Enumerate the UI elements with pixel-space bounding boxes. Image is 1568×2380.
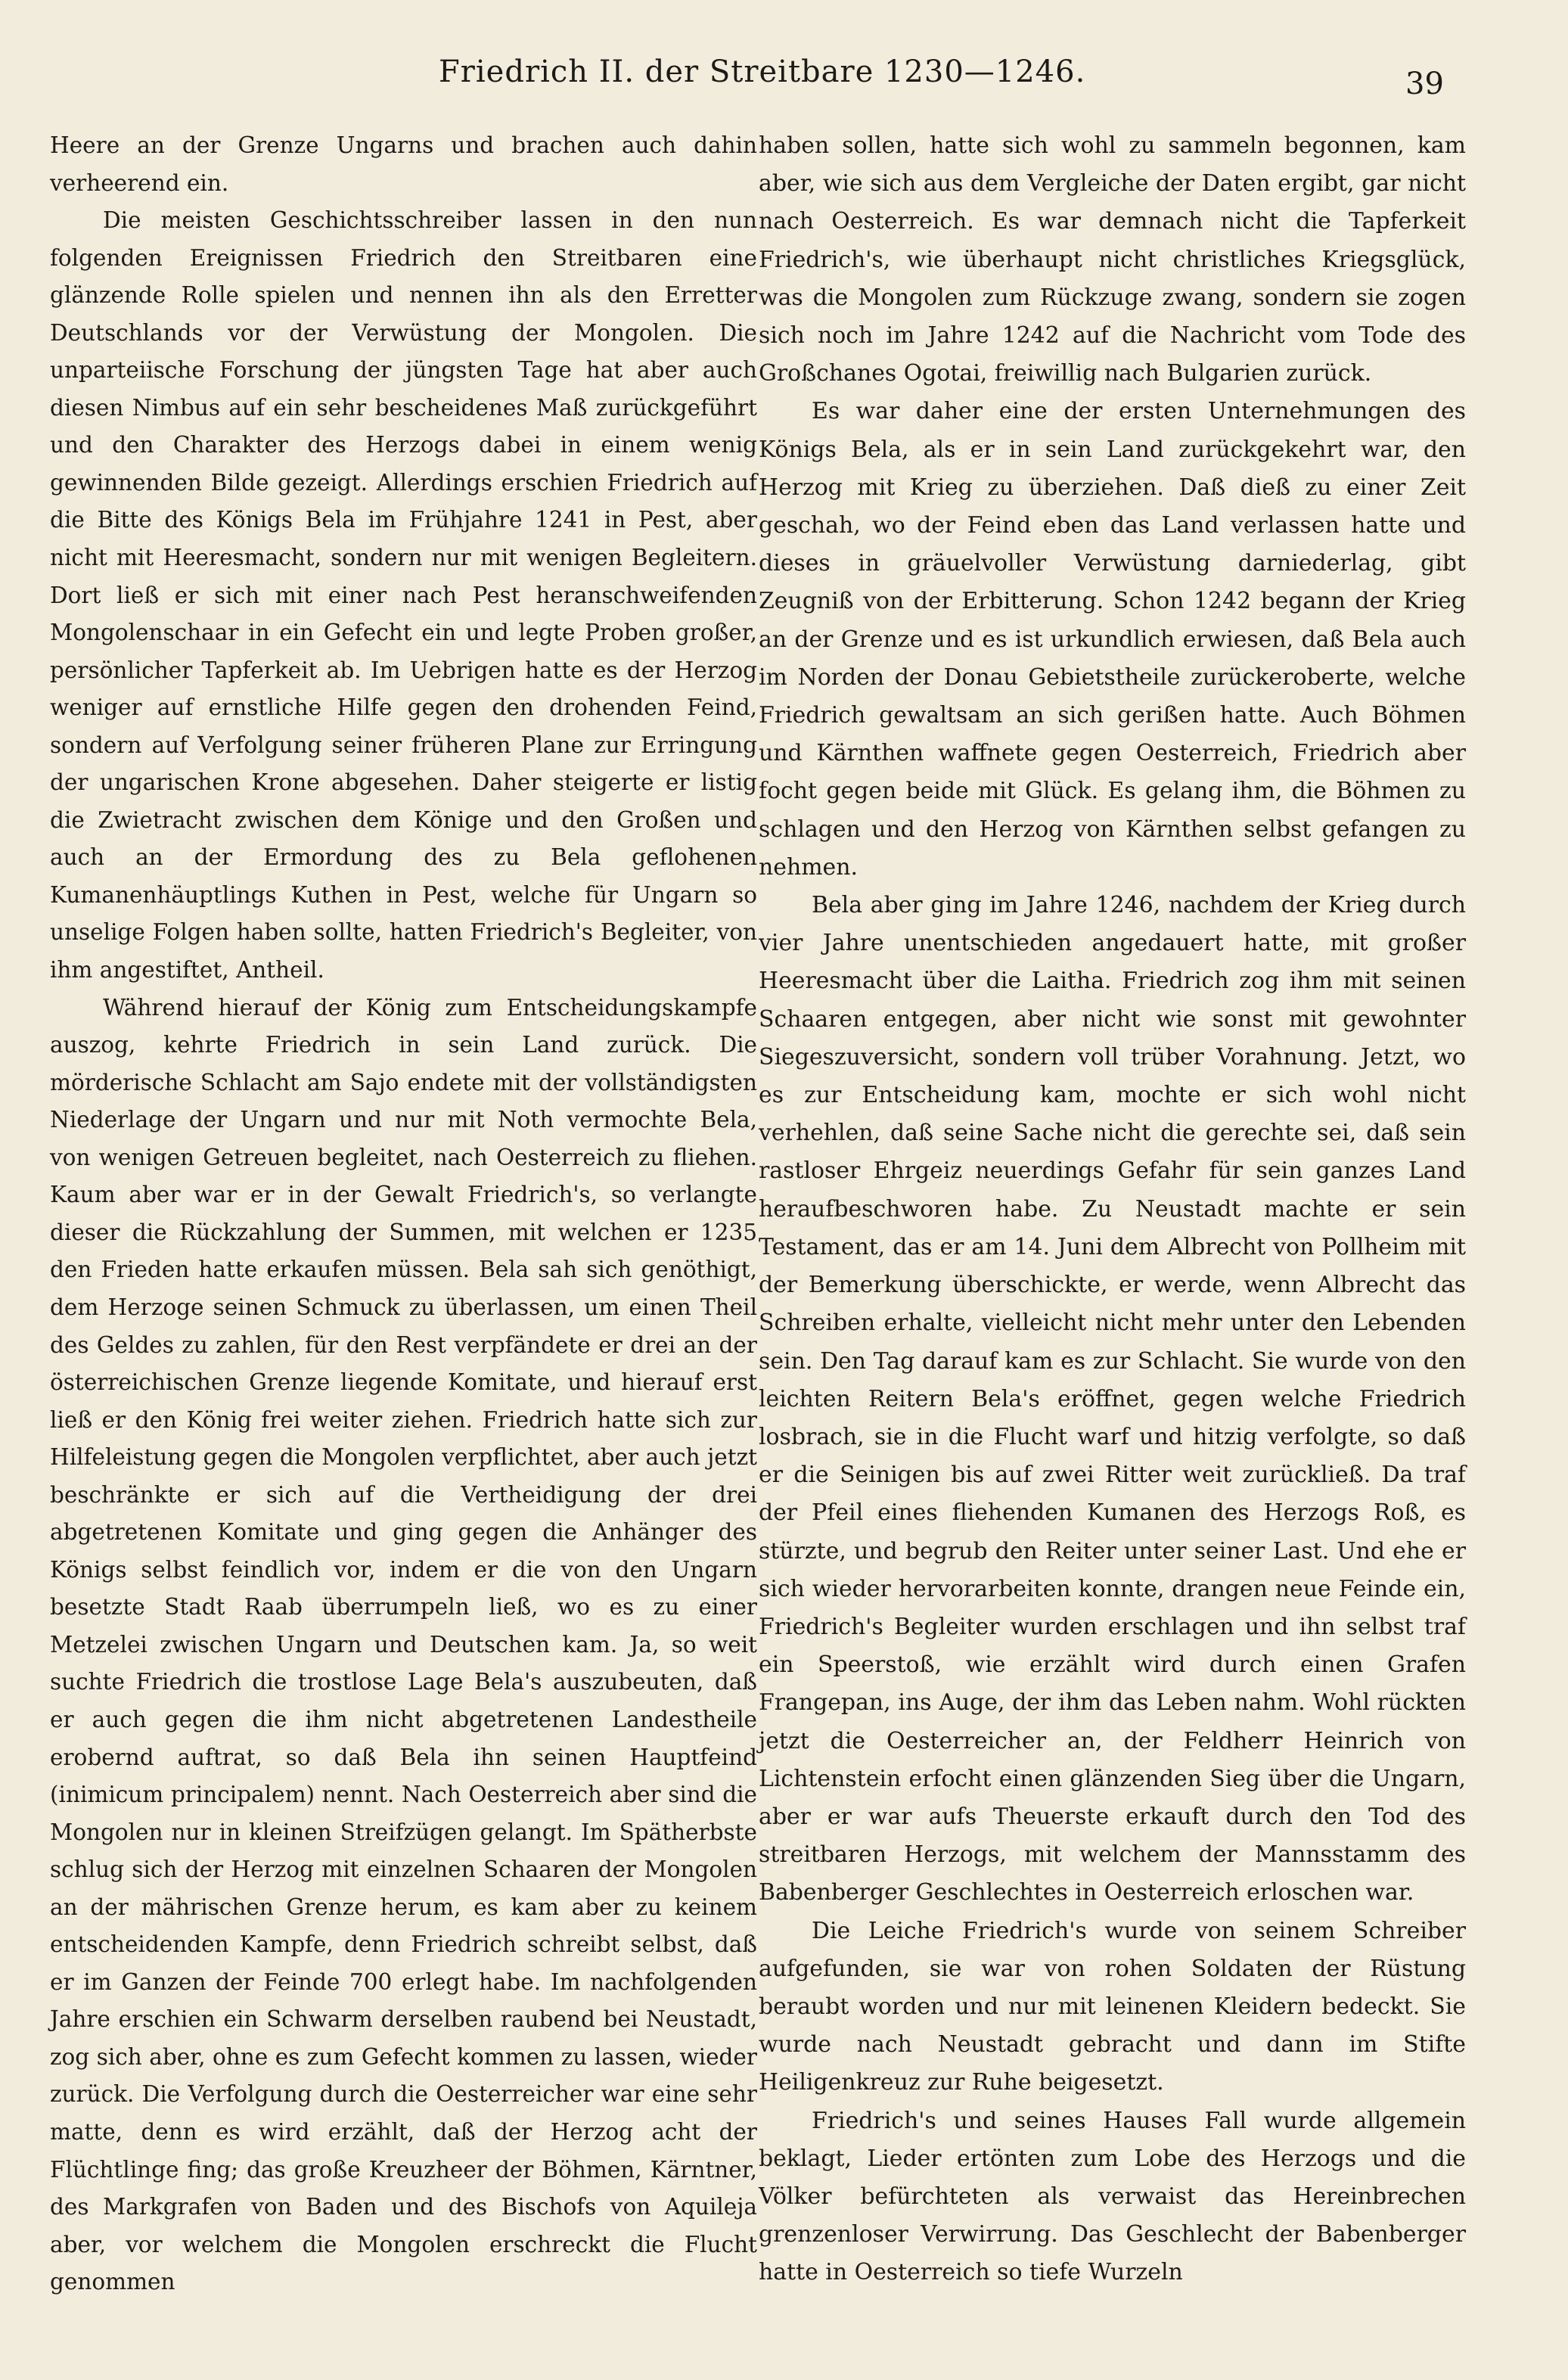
page-header [0, 47, 1568, 101]
paragraph: Während hierauf der König zum Entscheidungskampfe auszog, kehrte Friedrich in sein Land zurück. Die mörderische Schlacht am Sajo endete mit der vollständigsten Niederlage der Ungarn und nur mit Noth vermochte Bela, von wenigen Getreuen begleitet, nach Oesterreich zu fliehen. Kaum aber war er in der Gewalt Friedrich's, so verlangte dieser die Rückzahlung der Summen, mit welchen er 1235 den Frieden hatte erkaufen müssen. Bela sah sich genöthigt, dem Herzoge seinen Schmuck zu überlassen, um einen Theil des Geldes zu zahlen, für den Rest verpfändete er drei an der österreichischen Grenze liegende Komitate, und hierauf erst ließ er den König frei weiter ziehen. Friedrich hatte sich zur Hilfeleistung gegen die Mongolen verpflichtet, aber auch jetzt beschränkte er sich auf die Vertheidigung der drei abgetretenen Komitate und ging gegen die Anhänger des Königs selbst feindlich vor, indem er die von den Ungarn besetzte Stadt Raab überrumpeln ließ, wo es zu einer Metzelei zwischen Ungarn und Deutschen kam. Ja, so weit suchte Friedrich die trostlose Lage Bela's auszubeuten, daß er auch gegen die ihm nicht abgetretenen Landestheile erobernd auftrat, so daß Bela ihn seinen Hauptfeind (inimicum principalem) nennt. Nach Oesterreich aber sind die Mongolen nur in kleinen Streifzügen gelangt. Im Spätherbste schlug sich der Herzog mit einzelnen Schaaren der Mongolen an der mährischen Grenze herum, es kam aber zu keinem entscheidenden Kampfe, denn Friedrich schreibt selbst, daß er im Ganzen der Feinde 700 erlegt habe. Im nachfolgenden Jahre erschien ein Schwarm derselben raubend bei Neustadt, zog sich aber, ohne es zum Gefecht kommen zu lassen, wieder zurück. Die Verfolgung durch die Oesterreicher war eine sehr matte, denn es wird erzählt, daß der Herzog acht der Flüchtlinge fing; das große Kreuzheer der Böhmen, Kärntner, des Markgrafen von Baden und des Bischofs von Aquileja aber, vor welchem die Mongolen erschreckt die Flucht genommen [50, 994, 757, 2295]
paragraph: haben sollen, hatte sich wohl zu sammeln begonnen, kam aber, wie sich aus dem Vergleiche der Daten ergibt, gar nicht nach Oesterreich. Es war demnach nicht die Tapferkeit Friedrich's, wie überhaupt nicht christliches Kriegsglück, was die Mongolen zum Rückzuge zwang, sondern sie zogen sich noch im Jahre 1242 auf die Nachricht vom Tode des Großchanes Ogotai, freiwillig nach Bulgarien zurück. [759, 132, 1466, 387]
right-column [759, 127, 1466, 2292]
running-title: Friedrich II. der Streitbare 1230—1246. [439, 54, 1086, 89]
left-column [50, 127, 757, 2301]
paragraph: Heere an der Grenze Ungarns und brachen auch dahin verheerend ein. [50, 132, 757, 196]
paragraph: Friedrich's und seines Hauses Fall wurde allgemein beklagt, Lieder ertönten zum Lobe des Herzogs und die Völker befürchteten als verwaist das Hereinbrechen grenzenloser Verwirrung. Das Geschlecht der Babenberger hatte in Oesterreich so tiefe Wurzeln [759, 2107, 1466, 2286]
paragraph: Bela aber ging im Jahre 1246, nachdem der Krieg durch vier Jahre unentschieden angedauert hatte, mit großer Heeresmacht über die Laitha. Friedrich zog ihm mit seinen Schaaren entgegen, aber nicht wie sonst mit gewohnter Siegeszuversicht, sondern voll trüber Vorahnung. Jetzt, wo es zur Entscheidung kam, mochte er sich wohl nicht verhehlen, daß seine Sache nicht die gerechte sei, daß sein rastloser Ehrgeiz neuerdings Gefahr für sein ganzes Land heraufbeschworen habe. Zu Neustadt machte er sein Testament, das er am 14. Juni dem Albrecht von Pollheim mit der Bemerkung überschickte, er werde, wenn Albrecht das Schreiben erhalte, vielleicht nicht mehr unter den Lebenden sein. Den Tag darauf kam es zur Schlacht. Sie wurde von den leichten Reitern Bela's eröffnet, gegen welche Friedrich losbrach, sie in die Flucht warf und hitzig verfolgte, so daß er die Seinigen bis auf zwei Ritter weit zurückließ. Da traf der Pfeil eines fliehenden Kumanen des Herzogs Roß, es stürzte, und begrub den Reiter unter seiner Last. Und ehe er sich wieder hervorarbeiten konnte, drangen neue Feinde ein, Friedrich's Begleiter wurden erschlagen und ihn selbst traf ein Speerstoß, wie erzählt wird durch einen Grafen Frangepan, ins Auge, der ihm das Leben nahm. Wohl rückten jetzt die Oesterreicher an, der Feldherr Heinrich von Lichtenstein erfocht einen glänzenden Sieg über die Ungarn, aber er war aufs Theuerste erkauft durch den Tod des streitbaren Herzogs, mit welchem der Mannsstamm des Babenberger Geschlechtes in Oesterreich erloschen war. [759, 892, 1466, 1906]
page-number: 39 [1405, 67, 1444, 101]
paragraph: Die meisten Geschichtsschreiber lassen in den nun folgenden Ereignissen Friedrich den Streitbaren eine glänzende Rolle spielen und nennen ihn als den Erretter Deutschlands vor der Verwüstung der Mongolen. Die unparteiische Forschung der jüngsten Tage hat aber auch diesen Nimbus auf ein sehr bescheidenes Maß zurückgeführt und den Charakter des Herzogs dabei in einem wenig gewinnenden Bilde gezeigt. Allerdings erschien Friedrich auf die Bitte des Königs Bela im Frühjahre 1241 in Pest, aber nicht mit Heeresmacht, sondern nur mit wenigen Begleitern. Dort ließ er sich mit einer nach Pest heranschweifenden Mongolenschaar in ein Gefecht ein und legte Proben großer, persönlicher Tapferkeit ab. Im Uebrigen hatte es der Herzog weniger auf ernstliche Hilfe gegen den drohenden Feind, sondern auf Verfolgung seiner früheren Plane zur Erringung der ungarischen Krone abgesehen. Daher steigerte er listig die Zwietracht zwischen dem Könige und den Großen und auch an der Ermordung des zu Bela geflohenen Kumanenhäuptlings Kuthen in Pest, welche für Ungarn so unselige Folgen haben sollte, hatten Friedrich's Begleiter, von ihm angestiftet, Antheil. [50, 207, 757, 983]
paragraph: Es war daher eine der ersten Unternehmungen des Königs Bela, als er in sein Land zurückgekehrt war, den Herzog mit Krieg zu überziehen. Daß dieß zu einer Zeit geschah, wo der Feind eben das Land verlassen hatte und dieses in gräuelvoller Verwüstung darniederlag, gibt Zeugniß von der Erbitterung. Schon 1242 begann der Krieg an der Grenze und es ist urkundlich erwiesen, daß Bela auch im Norden der Donau Gebietstheile zurückeroberte, welche Friedrich gewaltsam an sich gerißen hatte. Auch Böhmen und Kärnthen waffnete gegen Oesterreich, Friedrich aber focht gegen beide mit Glück. Es gelang ihm, die Böhmen zu schlagen und den Herzog von Kärnthen selbst gefangen zu nehmen. [759, 398, 1466, 881]
paragraph: Die Leiche Friedrich's wurde von seinem Schreiber aufgefunden, sie war von rohen Soldaten der Rüstung beraubt worden und nur mit leinenen Kleidern bedeckt. Sie wurde nach Neustadt gebracht und dann im Stifte Heiligenkreuz zur Ruhe beigesetzt. [759, 1917, 1466, 2096]
